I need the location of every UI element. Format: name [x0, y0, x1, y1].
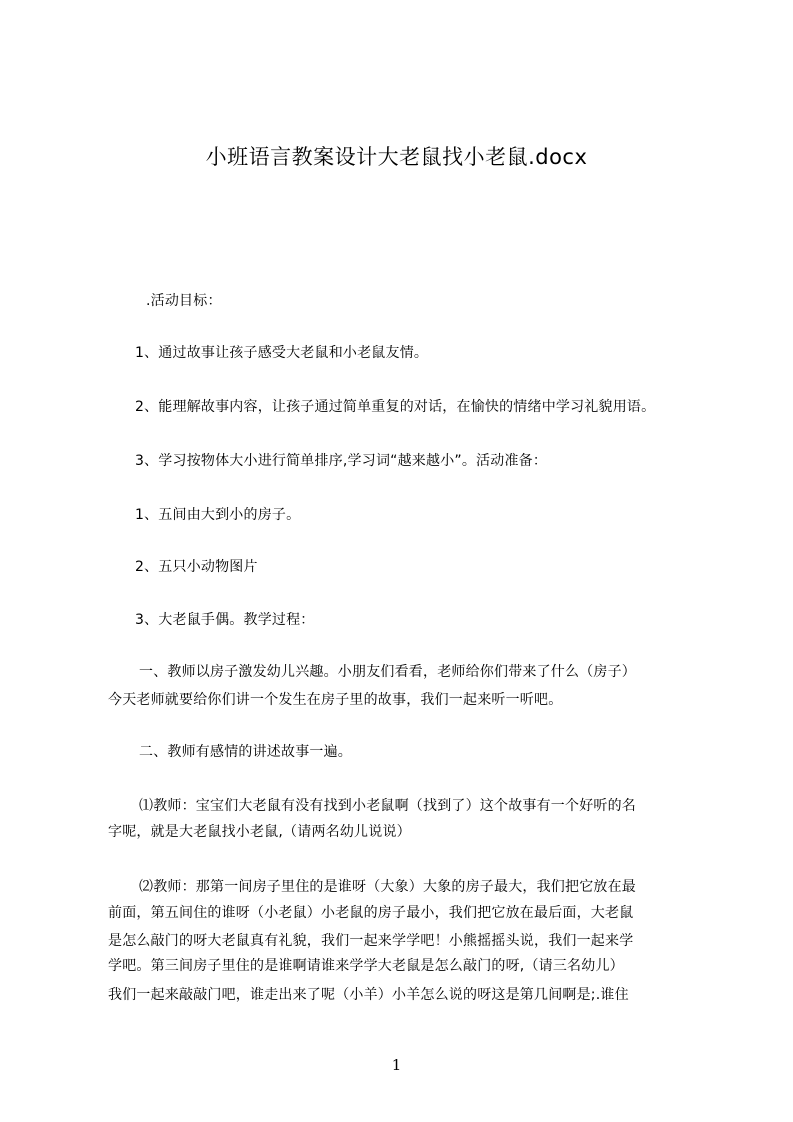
process-2-2-line-5: 我们一起来敲敲门吧，谁走出来了呢（小羊）小羊怎么说的呀这是第几间啊是;.谁住: [108, 987, 629, 1003]
process-2-2-line-2: 前面，第五间住的谁呀（小老鼠）小老鼠的房子最小，我们把它放在最后面，大老鼠: [108, 905, 634, 921]
process-2-2-line-1: ⑵教师：那第一间房子里住的是谁呀（大象）大象的房子最大，我们把它放在最: [139, 879, 636, 895]
process-2-1-line-2: 字呢，就是大老鼠找小老鼠,（请两名幼儿说说）: [108, 824, 411, 840]
prep-3: 3、大老鼠手偶。教学过程：: [135, 612, 315, 628]
process-1-line-1: 一、教师以房子激发幼儿兴趣。小朋友们看看，老师给你们带来了什么（房子）: [139, 664, 636, 680]
prep-1: 1、五间由大到小的房子。: [135, 507, 301, 523]
process-2-2-line-4: 学吧。第三间房子里住的是谁啊请谁来学学大老鼠是怎么敲门的呀,（请三名幼儿）: [108, 958, 624, 974]
goal-2: 2、能理解故事内容，让孩子通过简单重复的对话，在愉快的情绪中学习礼貌用语。: [135, 399, 656, 415]
process-2: 二、教师有感情的讲述故事一遍。: [139, 744, 352, 760]
activity-goals-heading: .活动目标：: [146, 293, 222, 309]
process-2-2-line-3: 是怎么敲门的呀大老鼠真有礼貌，我们一起来学学吧！小熊摇摇头说，我们一起来学: [108, 933, 634, 949]
document-title: 小班语言教案设计大老鼠找小老鼠.docx: [205, 145, 588, 169]
page-number: 1: [391, 1056, 402, 1074]
process-2-1-line-1: ⑴教师：宝宝们大老鼠有没有找到小老鼠啊（找到了）这个故事有一个好听的名: [139, 798, 636, 814]
goal-1: 1、通过故事让孩子感受大老鼠和小老鼠友情。: [135, 345, 429, 361]
goal-3: 3、学习按物体大小进行简单排序,学习词“越来越小”。活动准备：: [135, 453, 548, 469]
prep-2: 2、五只小动物图片: [135, 559, 258, 575]
process-1-line-2: 今天老师就要给你们讲一个发生在房子里的故事，我们一起来听一听吧。: [108, 692, 563, 708]
